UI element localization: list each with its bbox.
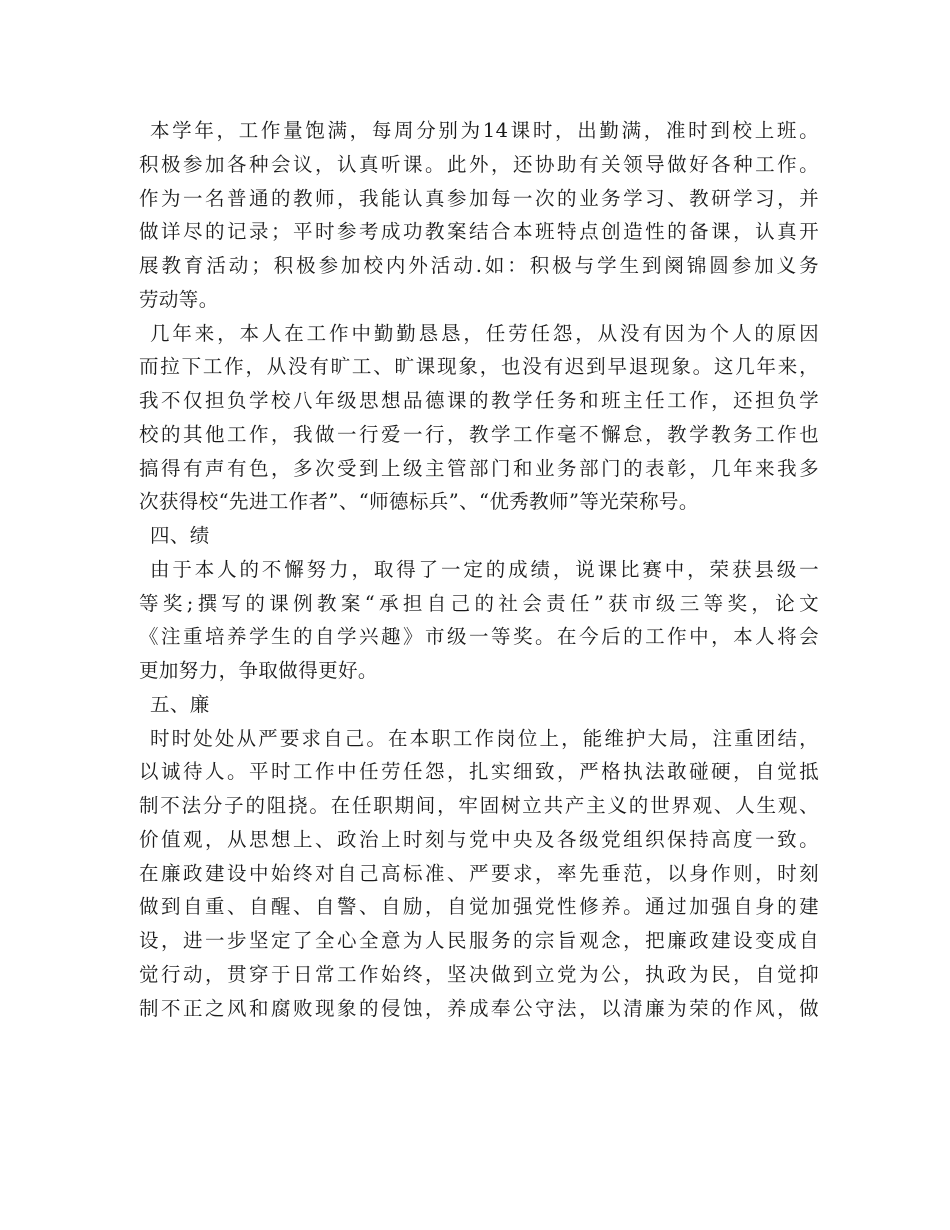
document-page: [139, 114, 819, 1025]
text-line: 由于本人的不懈努力，取得了一定的成绩，说课比赛中，荣获县级一: [150, 557, 819, 581]
text-line: 而拉下工作，从没有旷工、旷课现象，也没有迟到早退现象。这几年来，: [139, 355, 819, 379]
text-line: 本学年，工作量饱满，每周分别为14课时，出勤满，准时到校上班。: [150, 119, 819, 142]
text-line: 等奖;撰写的课例教案“承担自己的社会责任”获市级三等奖，论文: [139, 591, 819, 615]
text-line: 更加努力，争取做得更好。: [139, 659, 378, 682]
text-line: 作为一名普通的教师，我能认真参加每一次的业务学习、教研学习，并: [139, 186, 819, 210]
text-line: 校的其他工作，我做一行爱一行，教学工作毫不懈怠，教学教务工作也: [139, 422, 819, 446]
text-line: 搞得有声有色，多次受到上级主管部门和业务部门的表彰，几年来我多: [139, 456, 819, 480]
text-line: 做到自重、自醒、自警、自励，自觉加强党性修养。通过加强自身的建: [139, 895, 819, 919]
text-line: 展教育活动；积极参加校内外活动.如：积极与学生到阕锦圆参加义务: [139, 254, 819, 277]
text-line: 觉行动，贯穿于日常工作始终，坚决做到立党为公，执政为民，自觉抑: [139, 962, 819, 986]
text-line: 四、绩: [150, 524, 210, 547]
text-line: 积极参加各种会议，认真听课。此外，还协助有关领导做好各种工作。: [139, 152, 819, 176]
text-line: 五、廉: [150, 692, 210, 716]
text-line: 价值观，从思想上、政治上时刻与党中央及各级党组织保持高度一致。: [139, 827, 819, 851]
text-line: 几年来，本人在工作中勤勤恳恳，任劳任怨，从没有因为个人的原因: [150, 321, 819, 345]
text-line: 在廉政建设中始终对自己高标准、严要求，率先垂范，以身作则，时刻: [139, 861, 819, 885]
text-line: 时时处处从严要求自己。在本职工作岗位上，能维护大局，注重团结，: [150, 726, 819, 750]
text-line: 做详尽的记录；平时参考成功教案结合本班特点创造性的备课，认真开: [139, 220, 819, 244]
text-line: 设，进一步坚定了全心全意为人民服务的宗旨观念，把廉政建设变成自: [139, 929, 819, 952]
text-line: 劳动等。: [139, 287, 219, 311]
text-line: 次获得校“先进工作者”、“师德标兵”、“优秀教师”等光荣称号。: [139, 490, 699, 514]
text-line: 制不正之风和腐败现象的侵蚀，养成奉公守法，以清廉为荣的作风，做: [139, 996, 819, 1020]
text-line: 我不仅担负学校八年级思想品德课的教学任务和班主任工作，还担负学: [139, 389, 819, 412]
text-line: 以诚待人。平时工作中任劳任怨，扎实细致，严格执法敢碰硬，自觉抵: [139, 760, 819, 784]
text-line: 制不法分子的阻挠。在任职期间，牢固树立共产主义的世界观、人生观、: [139, 794, 819, 817]
text-line: 《注重培养学生的自学兴趣》市级一等奖。在今后的工作中，本人将会: [139, 625, 819, 649]
